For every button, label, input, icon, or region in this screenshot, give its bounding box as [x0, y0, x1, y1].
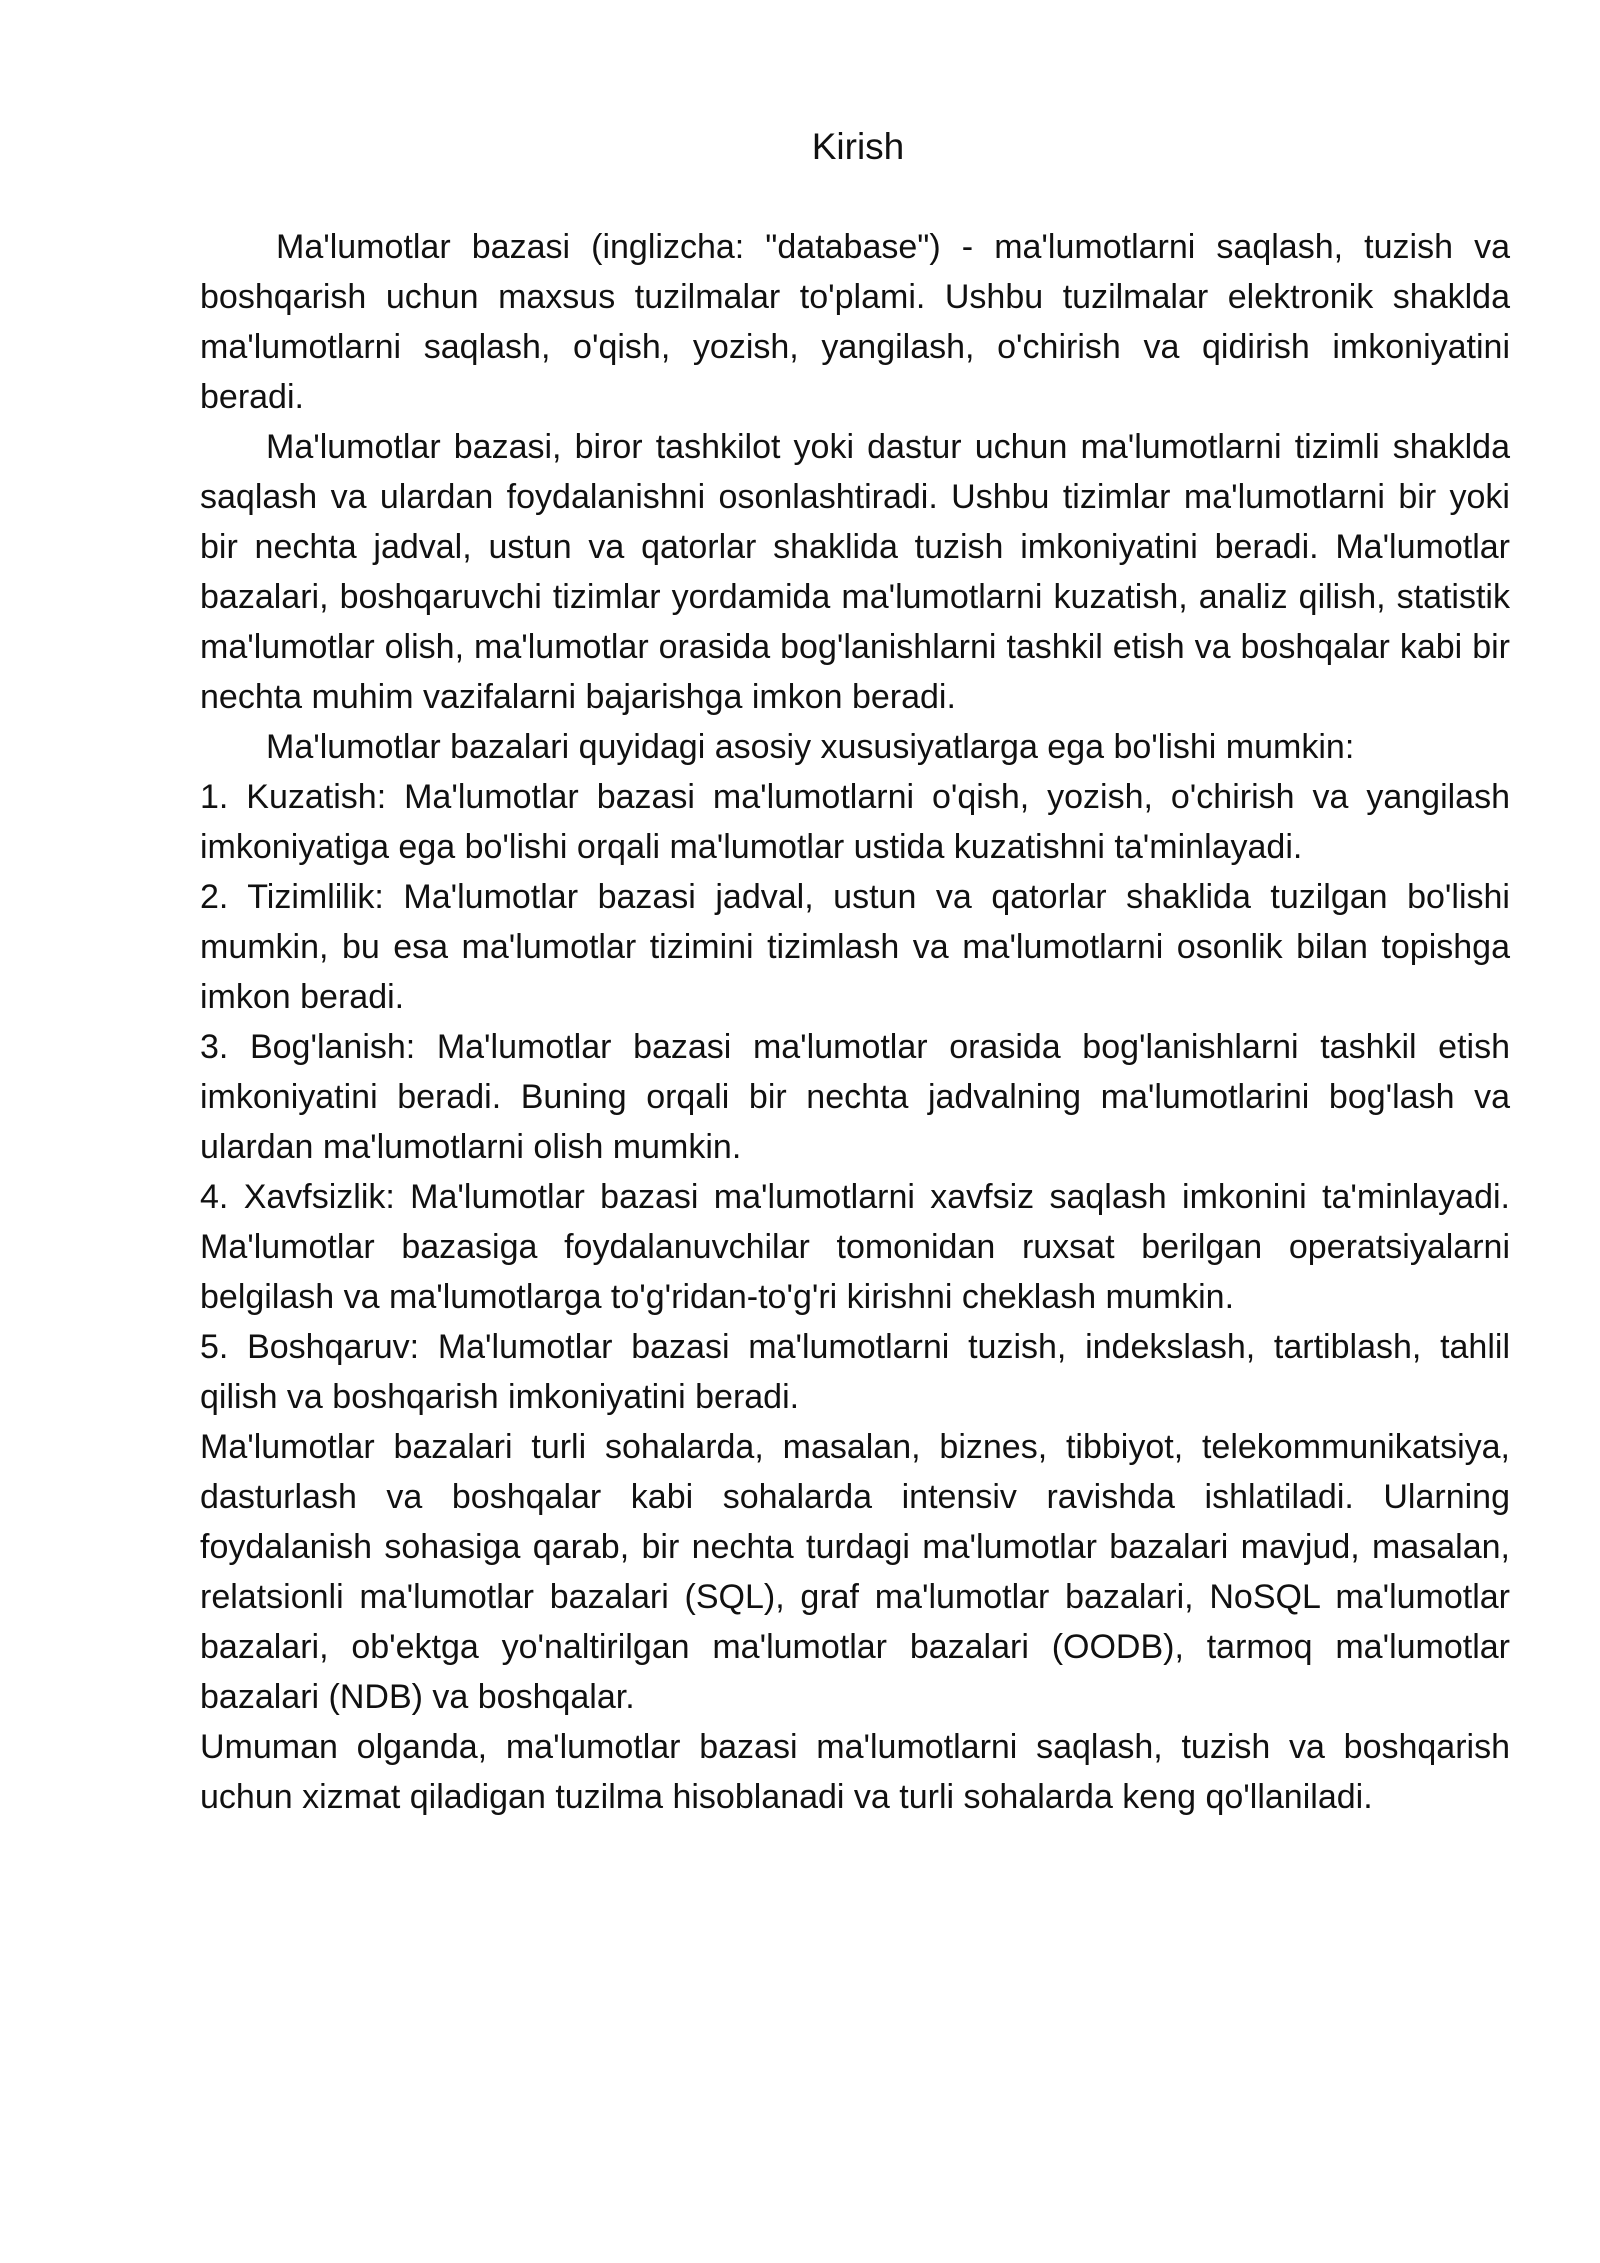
- paragraph: Umuman olganda, ma'lumotlar bazasi ma'lumotlarni saqlash, tuzish va boshqarish uchun xizmat qiladigan tuzilma hisoblanadi va turli sohalarda keng qo'llaniladi.: [200, 1728, 1510, 1816]
- document-body: [200, 222, 1510, 1822]
- paragraph: Ma'lumotlar bazalari turli sohalarda, masalan, biznes, tibbiyot, telekommunikatsiya, dasturlash va boshqalar kabi sohalarda intensiv ravishda ishlatiladi. Ularning foydalanish sohasiga qarab, bir nechta turdagi ma'lumotlar bazalari mavjud, masalan, relatsionli ma'lumotlar bazalari (SQL), graf ma'lumotlar bazalari, NoSQL ma'lumotlar bazalari, ob'ektga yo'naltirilgan ma'lumotlar bazalari (OODB), tarmoq ma'lumotlar bazalari (NDB) va boshqalar.: [200, 1428, 1510, 1716]
- paragraph: Ma'lumotlar bazasi, biror tashkilot yoki dastur uchun ma'lumotlarni tizimli shaklda saqlash va ulardan foydalanishni osonlashtiradi. Ushbu tizimlar ma'lumotlarni bir yoki bir nechta jadval, ustun va qatorlar shaklida tuzish imkoniyatini beradi. Ma'lumotlar bazalari, boshqaruvchi tizimlar yordamida ma'lumotlarni kuzatish, analiz qilish, statistik ma'lumotlar olish, ma'lumotlar orasida bog'lanishlarni tashkil etish va boshqalar kabi bir nechta muhim vazifalarni bajarishga imkon beradi.: [200, 428, 1510, 716]
- page-title: Kirish: [811, 126, 905, 167]
- list-item: 2. Tizimlilik: Ma'lumotlar bazasi jadval, ustun va qatorlar shaklida tuzilgan bo'lishi mumkin, bu esa ma'lumotlar tizimini tizimlash va ma'lumotlarni osonlik bilan topishga imkon beradi.: [200, 878, 1510, 1016]
- list-item: 1. Kuzatish: Ma'lumotlar bazasi ma'lumotlarni o'qish, yozish, o'chirish va yangilash imkoniyatiga ega bo'lishi orqali ma'lumotlar ustida kuzatishni ta'minlayadi.: [200, 778, 1510, 866]
- list-item: 5. Boshqaruv: Ma'lumotlar bazasi ma'lumotlarni tuzish, indekslash, tartiblash, tahlil qilish va boshqarish imkoniyatini beradi.: [200, 1328, 1510, 1416]
- paragraph: Ma'lumotlar bazasi (inglizcha: "database") - ma'lumotlarni saqlash, tuzish va boshqarish uchun maxsus tuzilmalar to'plami. Ushbu tuzilmalar elektronik shaklda ma'lumotlarni saqlash, o'qish, yozish, yangilash, o'chirish va qidirish imkoniyatini beradi.: [200, 228, 1510, 416]
- list-item: 3. Bog'lanish: Ma'lumotlar bazasi ma'lumotlar orasida bog'lanishlarni tashkil etish imkoniyatini beradi. Buning orqali bir nechta jadvalning ma'lumotlarini bog'lash va ulardan ma'lumotlarni olish mumkin.: [200, 1028, 1510, 1166]
- paragraph: Ma'lumotlar bazalari quyidagi asosiy xususiyatlarga ega bo'lishi mumkin:: [266, 728, 1355, 766]
- list-item: 4. Xavfsizlik: Ma'lumotlar bazasi ma'lumotlarni xavfsiz saqlash imkonini ta'minlayadi. Ma'lumotlar bazasiga foydalanuvchilar tomonidan ruxsat berilgan operatsiyalarni belgilash va ma'lumotlarga to'g'ridan-to'g'ri kirishni cheklash mumkin.: [200, 1178, 1510, 1316]
